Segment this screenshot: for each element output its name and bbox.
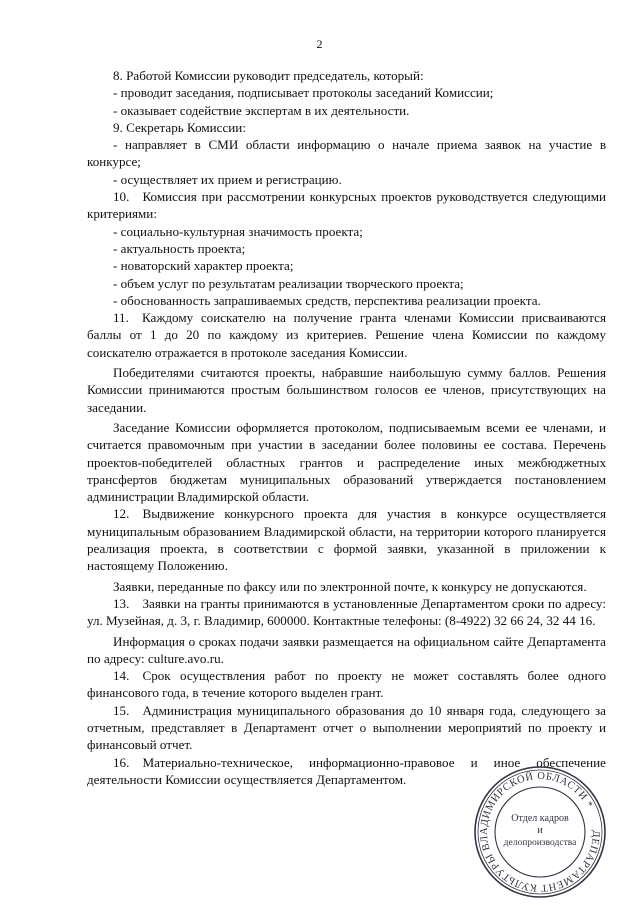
list-item: - объем услуг по результатам реализации творческого проекта; — [113, 275, 464, 291]
list-item: - проводит заседания, подписывает протоколы заседаний Комиссии; — [113, 85, 494, 101]
list-item: - новаторский характер проекта; — [113, 258, 294, 274]
list-item: - направляет в СМИ области информацию о начале приема заявок на участие в конкурсе; — [87, 137, 606, 170]
paragraph-15: 15. Администрация муниципального образования до 10 января года, следующего за отчетным, представляет в Департамент отчет о выполнении мероприятий по проекту и финансовый отчет. — [87, 702, 606, 753]
paragraph-14: 14. Срок осуществления работ по проекту не может составлять более одного финансового года, в течение которого выделен грант. — [87, 668, 606, 701]
paragraph-fax: Заявки, переданные по факсу или по электронной почте, к конкурсу не допускаются. — [113, 578, 587, 594]
list-item: - осуществляет их прием и регистрацию. — [113, 171, 342, 187]
stamp-ring-text: ДЕПАРТАМЕНТ КУЛЬТУРЫ ВЛАДИМИРСКОЙ ОБЛАСТИ * — [478, 770, 602, 894]
paragraph-info: Информация о сроках подачи заявки размещается на официальном сайте Департамента по адресу: culture.avo.ru. — [87, 633, 606, 666]
list-item: - оказывает содействие экспертам в их деятельности. — [113, 102, 410, 118]
paragraph-winners: Победителями считаются проекты, набравшие наибольшую сумму баллов. Решения Комиссии принимаются простым большинством голосов ее членов, присутствующих на заседании. — [87, 365, 606, 415]
stamp-line-2: и — [537, 825, 543, 836]
page-number: 2 — [316, 37, 323, 51]
list-item: - актуальность проекта; — [113, 240, 246, 256]
list-item: - социально-культурная значимость проекта; — [113, 223, 363, 239]
paragraph-16: 16. Материально-техническое, информационно-правовое и иное обеспечение деятельности Комиссии осуществляется Департаментом. — [87, 754, 606, 787]
paragraph-12: 12. Выдвижение конкурсного проекта для участия в конкурсе осуществляется муниципальным образованием Владимирской области, на территории которого планируется реализация проекта, в соответствии с формой заявки, указанной в приложении к настоящему Положению. — [87, 506, 606, 574]
paragraph-13: 13. Заявки на гранты принимаются в установленные Департаментом сроки по адресу: ул. Музейная, д. 3, г. Владимир, 600000. Контактные телефоны: (8-4922) 32 66 24, 32 44 16. — [87, 595, 606, 629]
paragraph-11: 11. Каждому соискателю на получение гранта членами Комиссии присваиваются баллы от 1 до 20 по каждому из критериев. Решение члена Комиссии по каждому соискателю отражается в протоколе заседания Комиссии. — [87, 310, 606, 360]
department-stamp — [472, 764, 608, 900]
list-item: - обоснованность запрашиваемых средств, перспектива реализации проекта. — [113, 292, 541, 308]
stamp-line-3: делопроизводства — [503, 838, 577, 848]
paragraph-8: 8. Работой Комиссии руководит председатель, который: — [113, 68, 424, 83]
paragraph-9: 9. Секретарь Комиссии: — [113, 119, 246, 135]
stamp-seal-icon — [472, 764, 608, 900]
paragraph-10: 10. Комиссия при рассмотрении конкурсных проектов руководствуется следующими критериями: — [87, 189, 606, 222]
paragraph-meeting: Заседание Комиссии оформляется протоколом, подписываемым всеми ее членами, и считается правомочным при участии в заседании более половины ее состава. Перечень проектов-победителей областных грантов и распределение иных межбюджетных трансфертов бюджетам муниципальных образований утверждается постановлением администрации Владимирской области. — [87, 419, 606, 505]
document-body — [87, 67, 606, 788]
stamp-line-1: Отдел кадров — [511, 813, 569, 824]
